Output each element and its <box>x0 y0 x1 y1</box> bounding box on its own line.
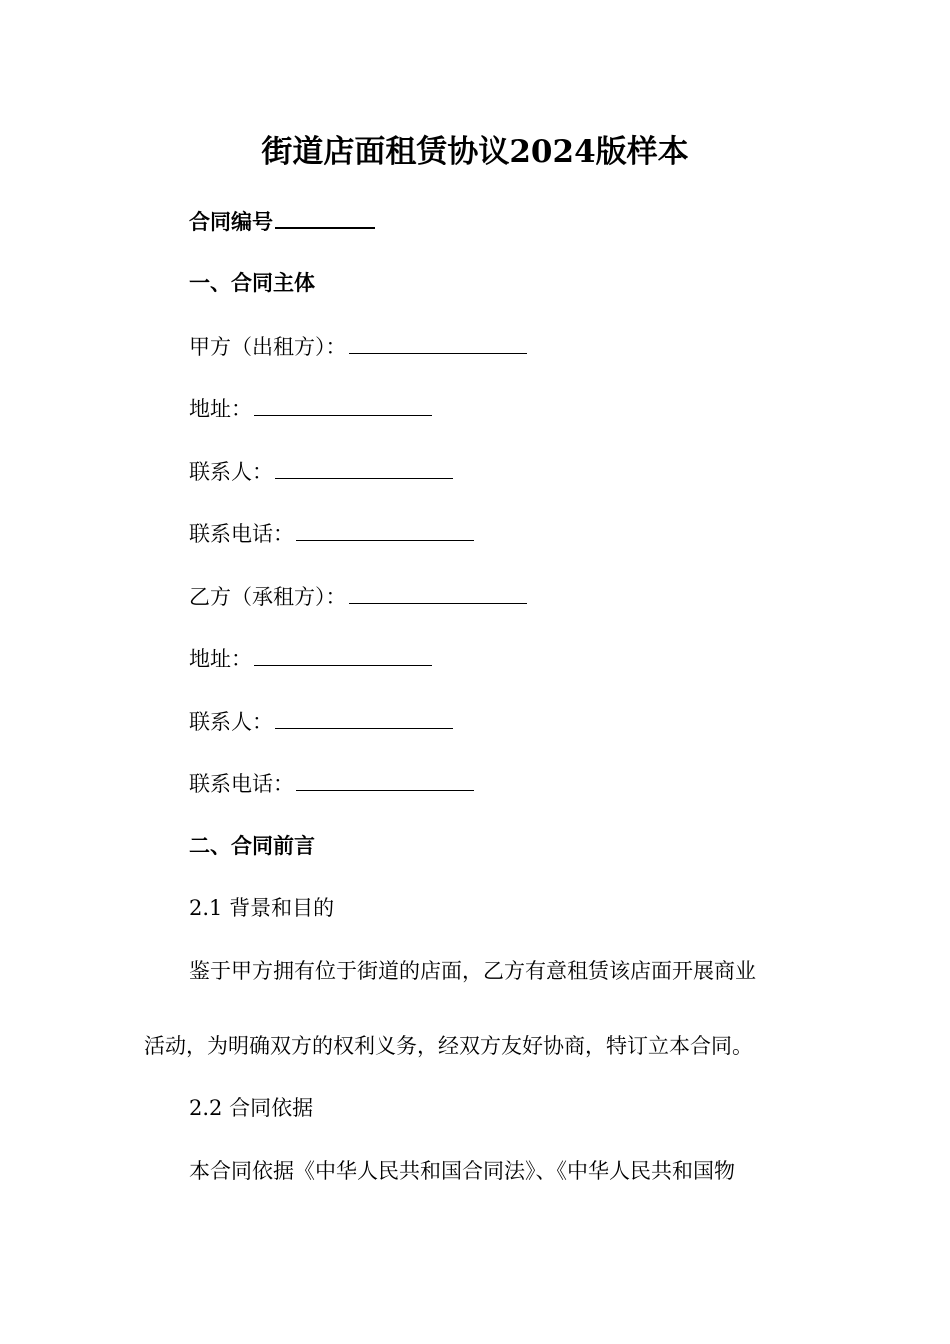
party-b-address-blank <box>254 643 432 666</box>
contract-number-blank <box>275 205 375 229</box>
party-a-address-label: 地址： <box>189 397 252 421</box>
party-a-contact-line <box>189 456 453 487</box>
contract-number-label: 合同编号 <box>189 209 273 234</box>
party-a-phone-label: 联系电话： <box>189 522 294 546</box>
party-b-contact-line <box>189 706 453 737</box>
party-a-phone-blank <box>296 518 474 541</box>
paragraph-2-2-line-1: 本合同依据《中华人民共和国合同法》、《中华人民共和国物 <box>189 1159 735 1183</box>
party-b-name-blank <box>349 581 527 604</box>
party-b-address-label: 地址： <box>189 647 252 671</box>
party-a-address-blank <box>254 393 432 416</box>
paragraph-2-1-line-2: 活动，为明确双方的权利义务，经双方友好协商，特订立本合同。 <box>144 1034 753 1058</box>
party-b-phone-line <box>189 768 474 799</box>
document-title: 街道店面租赁协议2024版样本 <box>261 134 689 170</box>
contract-number-line <box>189 205 375 237</box>
subsection-2-1-heading: 2.1 背景和目的 <box>189 896 335 920</box>
party-b-address-line <box>189 643 432 674</box>
party-a-name-line <box>189 331 527 362</box>
party-a-name-blank <box>349 331 527 354</box>
party-b-phone-blank <box>296 768 474 791</box>
party-a-phone-line <box>189 518 474 549</box>
party-a-contact-label: 联系人： <box>189 460 273 484</box>
subsection-2-2-heading: 2.2 合同依据 <box>189 1096 314 1120</box>
paragraph-2-1-line-1: 鉴于甲方拥有位于街道的店面，乙方有意租赁该店面开展商业 <box>189 959 756 983</box>
section2-heading: 二、合同前言 <box>189 833 315 858</box>
party-b-phone-label: 联系电话： <box>189 772 294 796</box>
party-b-contact-label: 联系人： <box>189 710 273 734</box>
party-b-name-label: 乙方（承租方）： <box>189 585 347 609</box>
section1-heading: 一、合同主体 <box>189 270 315 295</box>
party-a-name-label: 甲方（出租方）： <box>189 335 347 359</box>
party-a-address-line <box>189 393 432 424</box>
party-b-contact-blank <box>275 706 453 729</box>
party-a-contact-blank <box>275 456 453 479</box>
party-b-name-line <box>189 581 527 612</box>
